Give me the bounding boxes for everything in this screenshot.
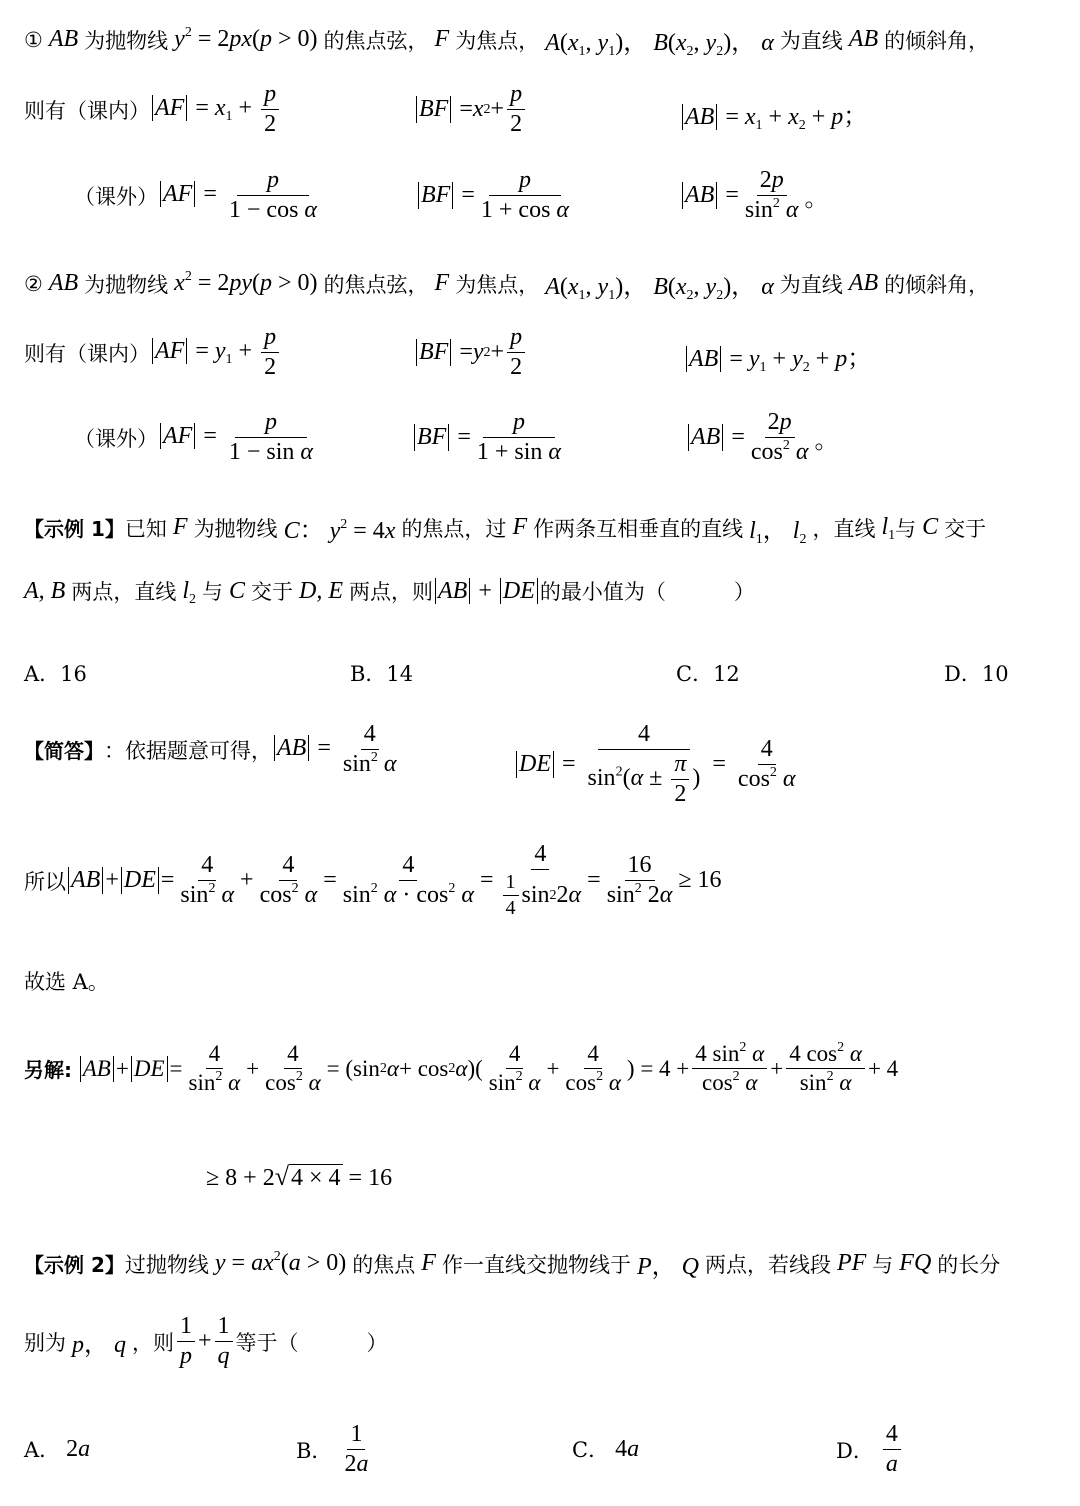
formula-ab-in: AB = $x_1 + x_2 + p$； (680, 96, 867, 131)
example-2-label: 【示例 2】 (24, 1253, 125, 1277)
text: 。 (804, 186, 829, 213)
ex1-line2 (24, 576, 1056, 606)
text: 则有（课内） (24, 98, 150, 123)
text: 过抛物线 (124, 1252, 209, 1277)
text: 已知 (124, 516, 167, 541)
math-ab: AB (42, 26, 85, 52)
text: 交于 (251, 580, 294, 604)
math: F (415, 1250, 442, 1276)
formula-bf-out-2: BF = $\frac{p}{\text{1 + sin α}}$ (412, 410, 567, 465)
math: F (166, 514, 194, 540)
math-points: $A(x_1$, $y_1$)， $B(x_2$, $y_2$)， α (545, 274, 774, 303)
text: 交于 (944, 516, 987, 541)
math-ab: AB (42, 270, 85, 296)
text: 为抛物线 (84, 28, 169, 53)
option-a: A．16 (24, 662, 87, 686)
text: 别为 (24, 1330, 66, 1355)
text: （课外） (74, 426, 158, 451)
text: ； (843, 104, 868, 130)
ans1-line2 (24, 842, 1056, 919)
text: 为直线 (779, 272, 843, 297)
alt-label: 另解: (24, 1058, 72, 1083)
math: $l_1$ (881, 514, 896, 543)
text: 等于（ (235, 1330, 299, 1355)
math: AB + DE (433, 578, 540, 605)
math: A, B (24, 577, 72, 604)
text: A． (24, 1438, 61, 1462)
formula-bf-in-2: BF = y 2 + $\frac{p}{2}$ (414, 325, 528, 380)
circled-one: ① (24, 27, 43, 52)
text: 两点，则 (349, 580, 434, 604)
math: AB = $\frac{4}{\sin^2 \alpha}$ (272, 722, 403, 777)
text: ：依据题意可得， (104, 738, 272, 763)
math-ab: AB (842, 26, 885, 52)
math-f: F (428, 270, 456, 296)
formula-bf-out: BF = $\frac{p}{\text{1 + cos α}}$ (416, 168, 575, 223)
math-f: F (428, 26, 456, 52)
example-1-label: 【示例 1】 (24, 517, 125, 541)
text: 的倾斜角， (884, 272, 990, 297)
text: 为抛物线 (84, 272, 169, 297)
answer-label: 【简答】 (24, 739, 104, 764)
math: p， q (72, 1332, 126, 1359)
formula-af-out: AF = $\frac{p}{\text{1 − cos α}}$ (158, 168, 323, 223)
text: 与 (872, 1252, 894, 1277)
math: AB + DE = $\frac{4}{\sin^2 \alpha}$ + $\frac{4}{\cos^2 \alpha}$ = $\frac{4}{\sin^2 \alpha \cdot \cos^2 \alpha}$ = 4 $\frac{1}{4}$ sin 2 2 α = $\frac{16}{\sin^2 2\alpha}$ ≥ 16 (66, 842, 721, 919)
ex2-line2 (24, 1314, 1056, 1369)
text: 为焦点， (455, 28, 540, 53)
math: $y = ax^2(a > 0)$ (214, 1249, 353, 1276)
ex1-line1 (24, 510, 1056, 545)
text: ，直线 (812, 516, 876, 541)
ans1-choose: 故选 A。 (24, 970, 109, 994)
text: 的焦点弦， (323, 272, 429, 297)
ex2-line1 (24, 1246, 1056, 1281)
math: F (506, 514, 534, 540)
text: 为直线 (779, 28, 843, 53)
formula-af-in-2: AF = $y_1$ + $\frac{p}{2}$ (150, 325, 282, 380)
text: ） (366, 1330, 388, 1355)
math: AB + DE = $\frac{4}{\sin^2 \alpha}$ + $\frac{4}{\cos^2 \alpha}$ = (sin 2 α + cos 2 α )( $\frac{4}{\sin^2 \alpha}$ + $\frac{4}{\cos^2 \alpha}$ ) = 4 + $\frac{4 \sin^2 \alpha}{\cos^2 \alpha}$ + $\frac{4 \cos^2 \alpha}{\sin^2 \alpha}$ + 4 (72, 1042, 898, 1095)
math-ab: AB (842, 270, 885, 296)
text: ） (733, 580, 755, 604)
text: （课外） (74, 184, 158, 209)
alt-line1 (24, 1042, 1056, 1095)
math: C： $y^2 = 4x$ (283, 517, 396, 544)
ex2-option-c: C． 4a (572, 1435, 640, 1462)
option-d: D．10 (944, 662, 1009, 686)
ex2-option-d: D． $\frac{4}{a}$ (836, 1422, 904, 1477)
text: 的焦点，过 (401, 516, 507, 541)
p2-line1 (24, 266, 1056, 301)
p1-line1 (24, 22, 1056, 57)
math: FQ (893, 1250, 938, 1276)
p1-line2 (24, 82, 1056, 137)
math: PF (830, 1250, 873, 1276)
text: 两点，直线 (71, 580, 177, 604)
text: 两点，若线段 (704, 1252, 831, 1277)
alt-line2: ≥ 8 + 2√4 × 4 = 16 (206, 1162, 393, 1191)
formula-af-out-2: AF = $\frac{p}{\text{1 − sin α}}$ (158, 410, 319, 465)
text: 。 (814, 428, 839, 455)
text: 与 (895, 516, 917, 541)
math: C (916, 514, 945, 540)
text: 所以 (24, 869, 66, 894)
text: 作一直线交抛物线于 (441, 1252, 631, 1277)
formula-bf-in: BF = x 2 + $\frac{p}{2}$ (414, 82, 528, 137)
text: 为焦点， (455, 272, 540, 297)
text: B． (296, 1438, 333, 1463)
p2-line2 (24, 325, 1056, 380)
text: D． (836, 1438, 874, 1463)
math: $\frac{1}{p}$ + $\frac{1}{q}$ (174, 1314, 236, 1369)
text: 与 (202, 580, 223, 604)
text: 的焦点 (352, 1252, 416, 1277)
math-parabola-x: $x^2 = 2py(p > 0)$ (174, 269, 324, 296)
ex2-option-b: B． $\frac{1}{2a}$ (296, 1421, 369, 1478)
text: 的焦点弦， (323, 28, 429, 53)
text: 则有（课内） (24, 341, 150, 366)
math-parabola-y: $y^2 = 2px(p > 0)$ (174, 25, 324, 52)
formula-ab-out-2: AB = $\frac{2p}{\cos^2 \alpha}$ 。 (686, 410, 838, 465)
ex2-option-a: A． 2a (24, 1435, 91, 1462)
formula-ab-in-2: AB = $y_1 + y_2 + p$； (684, 338, 871, 373)
math: $l_1$， $l_2$ (749, 518, 807, 547)
formula-af-in: AF = $x_1$ + $\frac{p}{2}$ (150, 82, 282, 137)
math: C (223, 577, 252, 604)
math: $l_2$ (182, 577, 196, 607)
text: 为抛物线 (193, 516, 278, 541)
math: P， Q (636, 1254, 699, 1280)
formula-ab-out: AB = $\frac{2p}{\sin^2 \alpha}$ 。 (680, 168, 829, 223)
text: 的最小值为（ (539, 580, 666, 604)
text: C． (572, 1438, 610, 1462)
text: 的倾斜角， (884, 28, 990, 53)
math: D, E (293, 577, 350, 604)
text: 作两条互相垂直的直线 (533, 516, 744, 541)
text: ； (847, 346, 872, 372)
formula-de: DE = 4 $\sin^2(\alpha$ ± $\frac{\pi}{2}$ ) = $\frac{4}{\cos^2 \alpha}$ (514, 722, 802, 808)
circled-two: ② (24, 271, 43, 296)
option-b: B．14 (350, 662, 414, 686)
option-c: C．12 (676, 662, 740, 686)
text: ，则 (132, 1330, 174, 1355)
text: 的长分 (937, 1252, 1001, 1277)
math-point-a: $A(x_1$, $y_1$)， $B(x_2$, $y_2$)， α (545, 30, 774, 59)
